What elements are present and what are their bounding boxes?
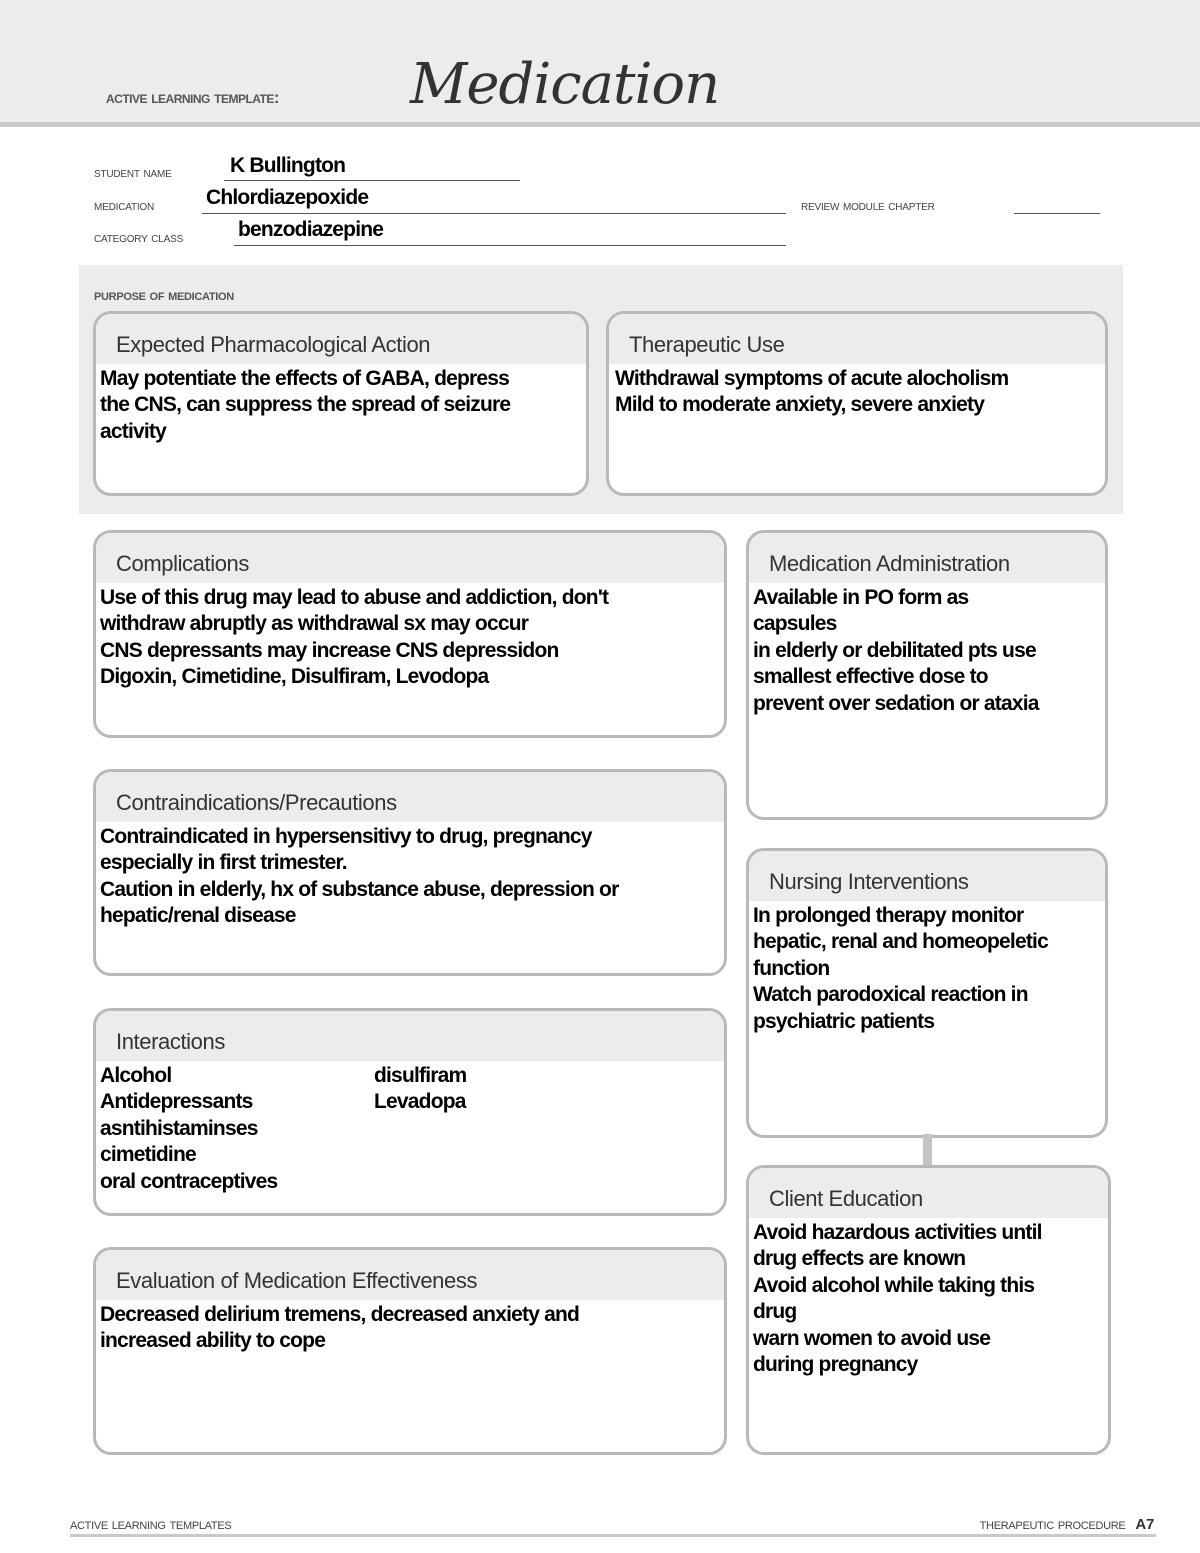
expected-action-text: May potentiate the effects of GABA, depress the CNS, can suppress the spread of seizure activity [100, 367, 511, 443]
expected-action-title: Expected Pharmacological Action [96, 314, 586, 364]
student-name-label: student name [94, 164, 172, 180]
contraindications-box [93, 769, 727, 976]
education-box [746, 1165, 1111, 1455]
template-label: active learning template: [106, 88, 280, 107]
student-name-field[interactable]: K Bullington [230, 154, 346, 177]
list-item: cimetidine [100, 1143, 196, 1167]
administration-title: Medication Administration [749, 533, 1105, 583]
nursing-title: Nursing Interventions [749, 851, 1105, 901]
box-connector [923, 1134, 932, 1169]
medication-field[interactable]: Chlordiazepoxide [206, 186, 369, 209]
list-item: oral contraceptives [100, 1169, 278, 1193]
nursing-text: In prolonged therapy monitor hepatic, renal and homeopeletic function Watch parodoxical reaction in psychiatric patients [753, 904, 1048, 1033]
expected-action-box [93, 311, 589, 496]
page-title: Medication [410, 52, 720, 117]
list-item: Antidepressants [100, 1090, 253, 1114]
therapeutic-use-text: Withdrawal symptoms of acute alocholism Mild to moderate anxiety, severe anxiety [615, 367, 1009, 417]
list-item: asntihistaminses [100, 1116, 258, 1140]
category-class-label: category class [94, 229, 184, 245]
category-class-field[interactable]: benzodiazepine [238, 218, 384, 241]
medication-label: medication [94, 197, 155, 213]
contraindications-title: Contraindications/Precautions [96, 772, 724, 822]
administration-box [746, 530, 1108, 820]
complications-title: Complications [96, 533, 724, 583]
administration-text: Available in PO form as capsules in elderly or debilitated pts use smallest effective dose to prevent over sedation or ataxia [753, 586, 1039, 715]
contraindications-text: Contraindicated in hypersensitivy to drug, pregnancy especially in first trimester. Caution in elderly, hx of substance abuse, depression or hepatic/renal disease [100, 825, 619, 928]
list-item: Alcohol [100, 1064, 172, 1087]
complications-box [93, 530, 727, 738]
nursing-box [746, 848, 1108, 1138]
therapeutic-use-box [606, 311, 1108, 496]
interactions-text [96, 1061, 724, 1195]
complications-text: Use of this drug may lead to abuse and addiction, don't withdraw abruptly as withdrawal sx may occur CNS depressants may increase CNS depressidon Digoxin, Cimetidine, Disulfiram, Levodopa [100, 586, 609, 689]
evaluation-box [93, 1247, 727, 1455]
category-class-underline [234, 245, 786, 246]
medication-underline [202, 213, 786, 214]
review-module-underline [1014, 213, 1100, 214]
footer-section: therapeutic procedure [979, 1516, 1126, 1533]
therapeutic-use-title: Therapeutic Use [609, 314, 1105, 364]
list-item: Levadopa [374, 1090, 466, 1114]
interactions-title: Interactions [96, 1011, 724, 1061]
list-item: disulfiram [374, 1064, 467, 1087]
footer-right-label [980, 1516, 1154, 1533]
evaluation-title: Evaluation of Medication Effectiveness [96, 1250, 724, 1300]
footer-divider [70, 1534, 1156, 1537]
footer-left-label: active learning templates [70, 1516, 232, 1533]
interactions-box [93, 1008, 727, 1216]
student-name-underline [224, 180, 520, 181]
education-title: Client Education [749, 1168, 1108, 1218]
evaluation-text: Decreased delirium tremens, decreased anxiety and increased ability to cope [100, 1303, 580, 1353]
header-divider [0, 122, 1200, 127]
purpose-label: purpose of medication [94, 287, 234, 304]
review-module-label: review module chapter [801, 197, 935, 213]
education-text: Avoid hazardous activities until drug effects are known Avoid alcohol while taking this drug warn women to avoid use during pregnancy [753, 1221, 1042, 1377]
page-number: A7 [1135, 1516, 1154, 1533]
